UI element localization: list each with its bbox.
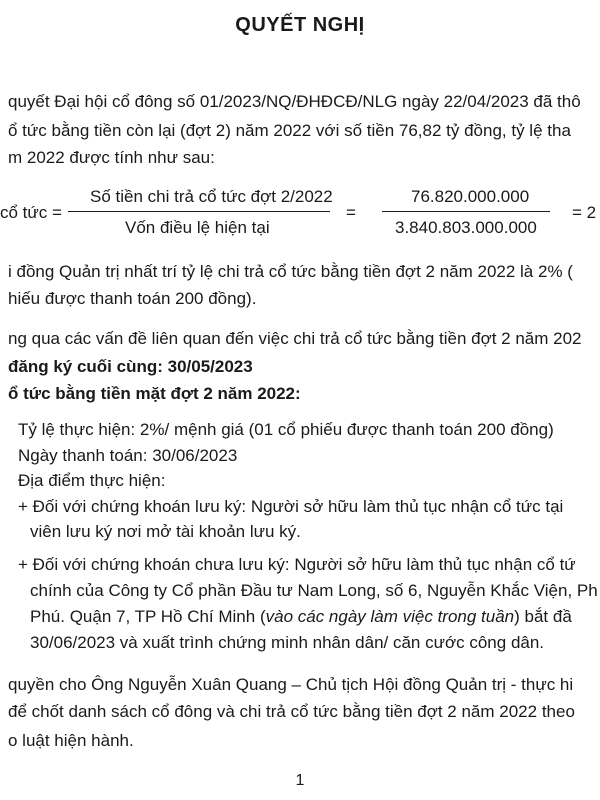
undeposited-line-2: chính của Công ty Cổ phần Đầu tư Nam Long, số 6, Nguyễn Khắc Viện, Ph <box>30 581 598 600</box>
payment-date-item: Ngày thanh toán: 30/06/2023 <box>18 446 238 465</box>
undeposited-line-3 <box>30 607 572 627</box>
undeposited-line-1: + Đối với chứng khoán chưa lưu ký: Người sở hữu làm thủ tục nhận cổ tứ <box>18 555 576 574</box>
deposited-line-2: viên lưu ký nơi mở tài khoản lưu ký. <box>30 522 301 541</box>
intro-line-2: ổ tức bằng tiền còn lại (đợt 2) năm 2022 với số tiền 76,82 tỷ đồng, tỷ lệ tha <box>8 121 571 140</box>
undeposited-line-3-start: Phú. Quận 7, TP Hồ Chí Minh ( <box>30 607 266 626</box>
closing-line-2: để chốt danh sách cổ đông và chi trả cổ tức bằng tiền đợt 2 năm 2022 theo <box>8 702 575 721</box>
formula-numerator: Số tiền chi trả cổ tức đợt 2/2022 <box>90 187 333 206</box>
record-date: đăng ký cuối cùng: 30/05/2023 <box>8 357 253 376</box>
formula-equals-2: = 2 <box>572 203 597 222</box>
fraction-bar-2 <box>382 211 550 212</box>
deposited-line-1: + Đối với chứng khoán lưu ký: Người sở hữu làm thủ tục nhận cổ tức tại <box>18 497 564 516</box>
location-item: Địa điểm thực hiện: <box>18 471 166 490</box>
formula-equals-1: = <box>346 203 356 222</box>
document-title: QUYẾT NGHỊ <box>235 14 365 36</box>
closing-line-1: quyền cho Ông Nguyễn Xuân Quang – Chủ tịch Hội đồng Quản trị - thực hi <box>8 675 574 694</box>
intro-line-1: quyết Đại hội cổ đông số 01/2023/NQ/ĐHĐCĐ/NLG ngày 22/04/2023 đã thô <box>8 92 581 111</box>
page-number: 1 <box>295 772 305 789</box>
intro-line-3: m 2022 được tính như sau: <box>8 148 215 167</box>
closing-line-3: o luật hiện hành. <box>8 731 134 750</box>
formula-denominator-value: 3.840.803.000.000 <box>395 218 537 237</box>
working-days-note: vào các ngày làm việc trong tuần <box>265 607 515 626</box>
section-heading: ổ tức bằng tiền mặt đợt 2 năm 2022: <box>8 384 301 403</box>
undeposited-line-4: 30/06/2023 và xuất trình chứng minh nhân dân/ căn cước công dân. <box>30 633 545 652</box>
rate-item: Tỷ lệ thực hiện: 2%/ mệnh giá (01 cổ phiếu được thanh toán 200 đồng) <box>18 420 554 439</box>
fraction-bar-1 <box>68 211 330 212</box>
undeposited-line-3-end: ) bắt đầ <box>514 607 572 626</box>
approval-line: ng qua các vấn đề liên quan đến việc chi trả cổ tức bằng tiền đợt 2 năm 202 <box>8 329 582 348</box>
resolution-line-1: i đồng Quản trị nhất trí tỷ lệ chi trả cổ tức bằng tiền đợt 2 năm 2022 là 2% ( <box>8 262 573 281</box>
formula-denominator: Vốn điều lệ hiện tại <box>125 218 270 237</box>
formula-numerator-value: 76.820.000.000 <box>411 187 530 206</box>
formula-left-label: cổ tức = <box>0 203 62 222</box>
resolution-line-2: hiếu được thanh toán 200 đồng). <box>8 289 257 308</box>
